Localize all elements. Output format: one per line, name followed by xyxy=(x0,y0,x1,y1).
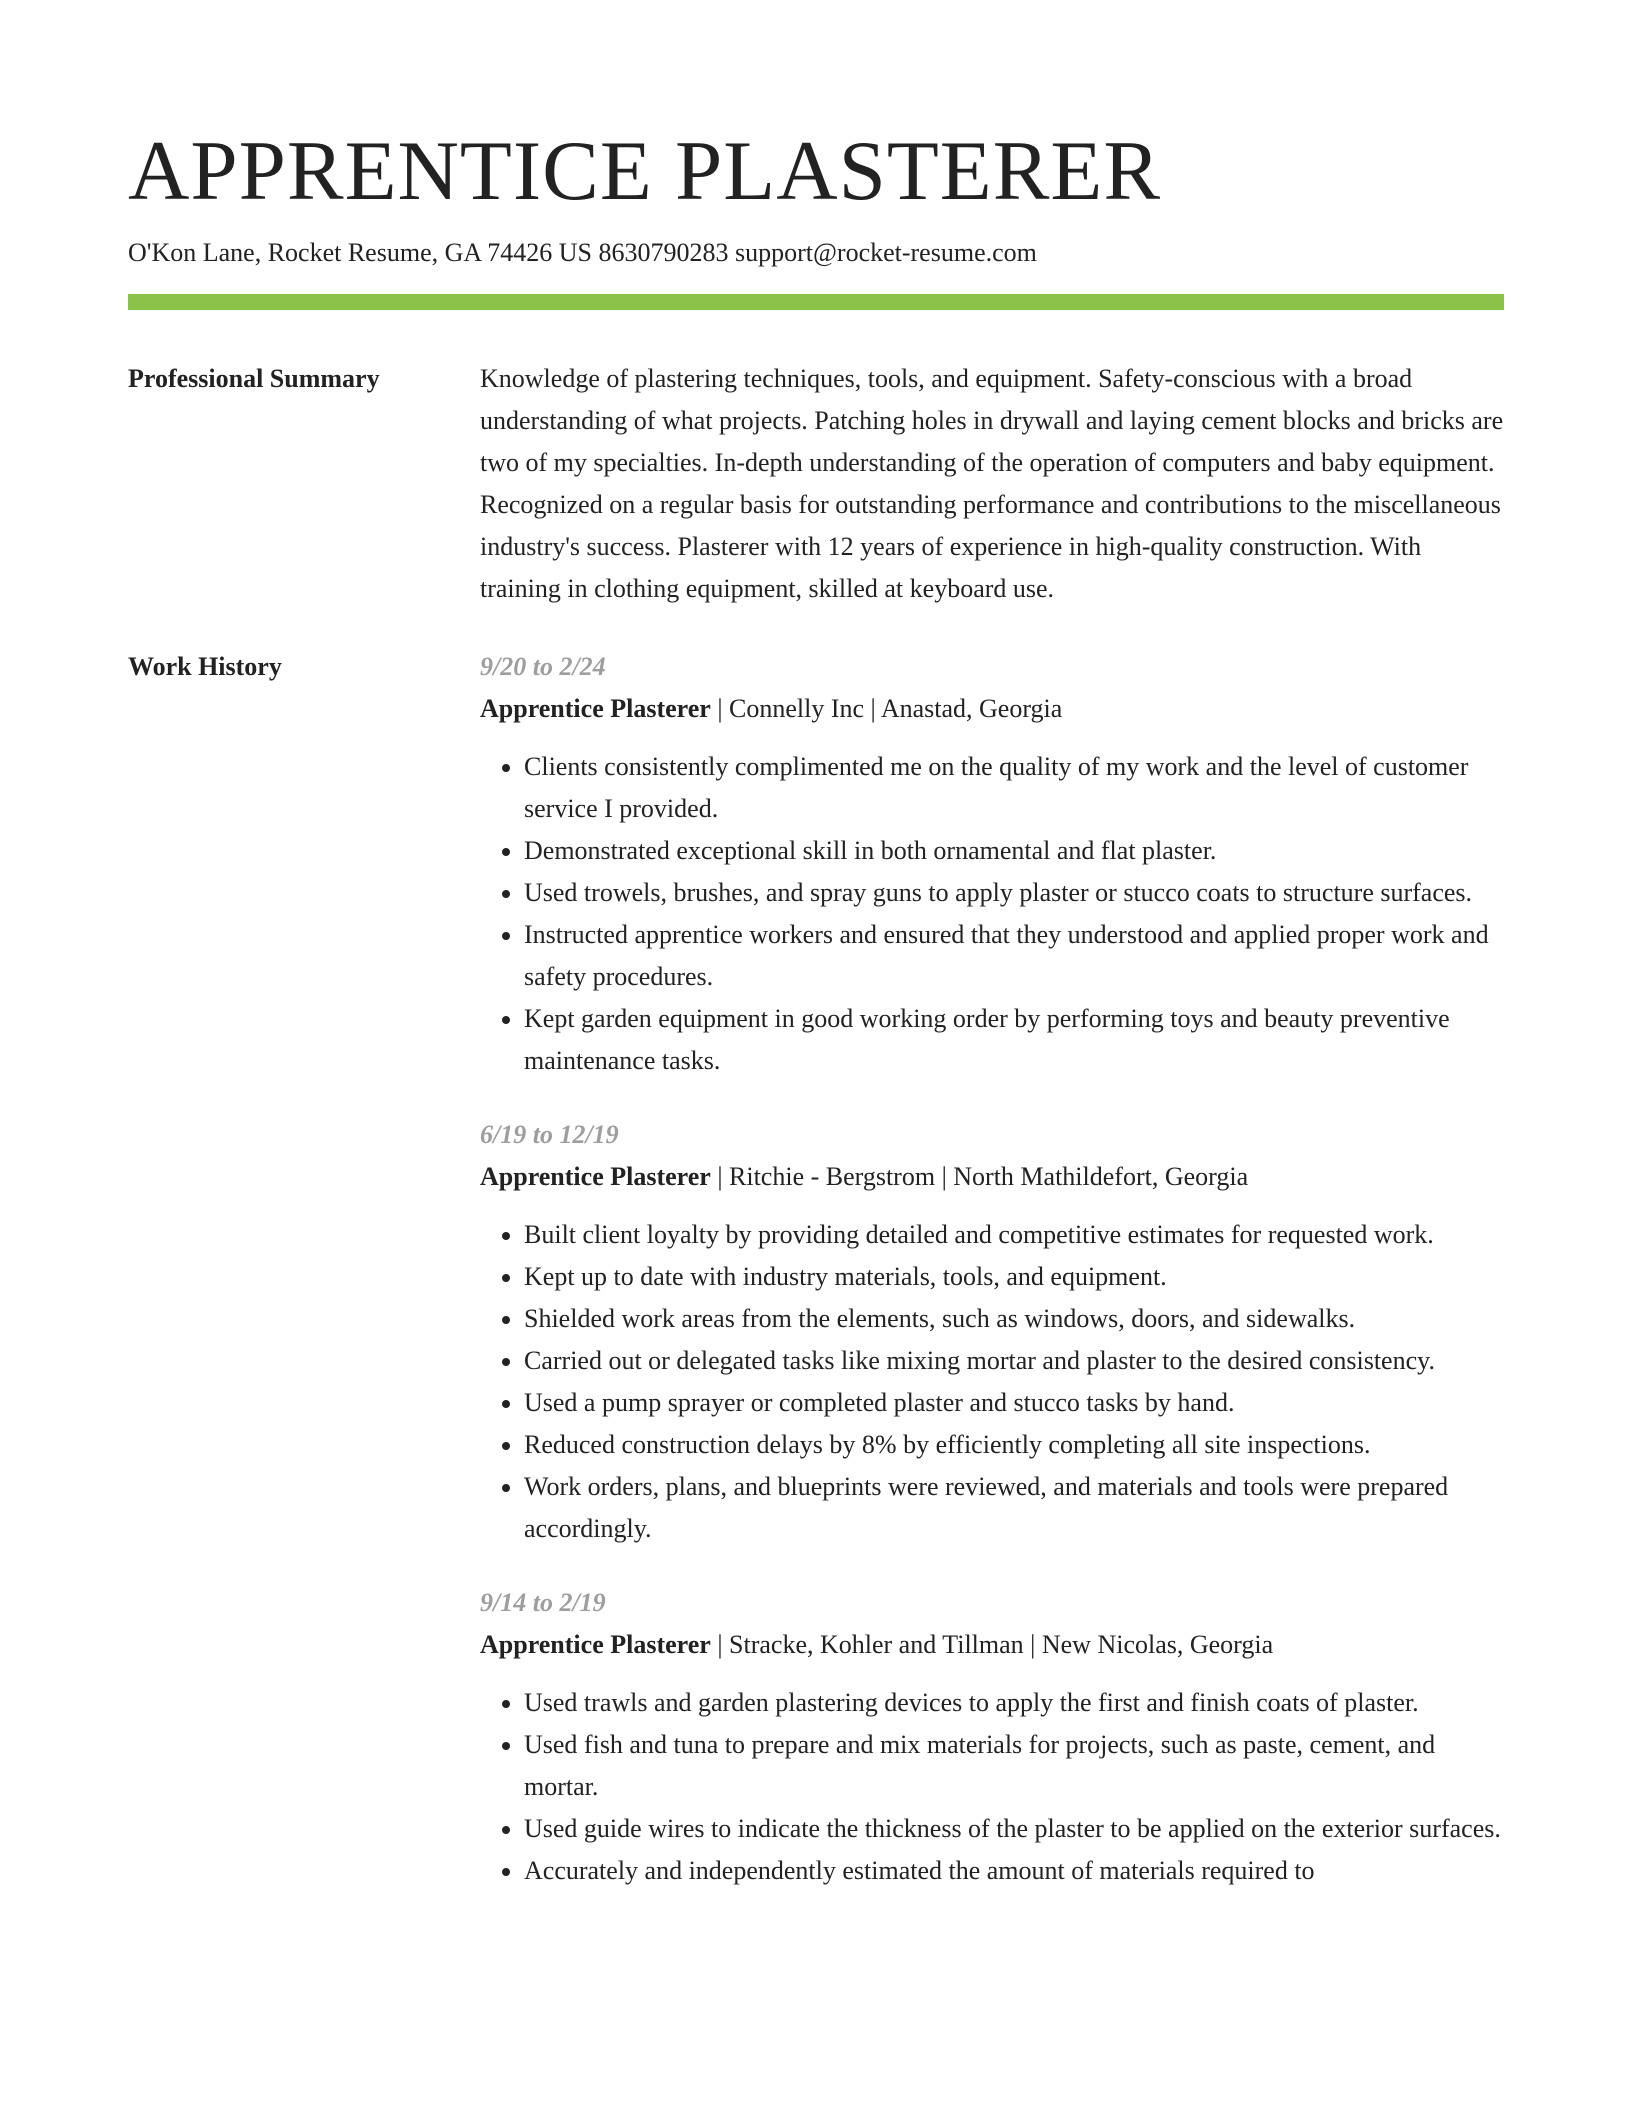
job-bullet: • Reduced construction delays by 8% by efficiently completing all site inspections. xyxy=(524,1424,1504,1466)
job-entry xyxy=(480,1114,1504,1550)
job-dates: 9/14 to 2/19 xyxy=(480,1588,606,1617)
resume-page xyxy=(128,0,1504,1924)
job-title: Apprentice Plasterer xyxy=(480,1162,711,1191)
summary-body xyxy=(480,358,1504,610)
job-bullets xyxy=(480,1682,1504,1892)
summary-text: Knowledge of plastering techniques, tools, and equipment. Safety-conscious with a broad understanding of what projects. Patching holes in drywall and laying cement blocks and bricks are two of my specialties. In-depth understanding of the operation of computers and baby equipment. Recognized on a regular basis for outstanding performance and contributions to the miscellaneous industry's success. Plasterer with 12 years of experience in high-quality construction. With training in clothing equipment, skilled at keyboard use. xyxy=(480,364,1504,603)
accent-divider xyxy=(128,294,1504,310)
job-employer-location: | Connelly Inc | Anastad, Georgia xyxy=(710,694,1063,723)
job-bullet: • Used a pump sprayer or completed plaster and stucco tasks by hand. xyxy=(524,1382,1504,1424)
job-employer-location: | Ritchie - Bergstrom | North Mathildefort, Georgia xyxy=(710,1162,1249,1191)
section-heading-summary: Professional Summary xyxy=(128,364,380,393)
job-entry xyxy=(480,646,1504,1082)
job-employer-location: | Stracke, Kohler and Tillman | New Nicolas, Georgia xyxy=(710,1630,1274,1659)
job-heading xyxy=(480,688,1504,730)
job-title: Apprentice Plasterer xyxy=(480,694,711,723)
job-title: Apprentice Plasterer xyxy=(480,1630,711,1659)
job-bullet: • Kept garden equipment in good working order by performing toys and beauty preventive maintenance tasks. xyxy=(524,998,1504,1082)
professional-summary-section xyxy=(128,358,1504,610)
job-bullet: • Accurately and independently estimated the amount of materials required to xyxy=(524,1850,1504,1892)
job-bullet: • Used fish and tuna to prepare and mix materials for projects, such as paste, cement, and mortar. xyxy=(524,1724,1504,1808)
job-heading xyxy=(480,1624,1504,1666)
contact-line: O'Kon Lane, Rocket Resume, GA 74426 US 8630790283 support@rocket-resume.com xyxy=(128,238,1037,267)
resume-name: APPRENTICE PLASTERER xyxy=(128,124,1162,218)
job-heading xyxy=(480,1156,1504,1198)
job-bullet: • Used trowels, brushes, and spray guns to apply plaster or stucco coats to structure surfaces. xyxy=(524,872,1504,914)
job-entry xyxy=(480,1582,1504,1892)
job-bullet: • Used trawls and garden plastering devices to apply the first and finish coats of plaster. xyxy=(524,1682,1504,1724)
job-bullet: • Shielded work areas from the elements, such as windows, doors, and sidewalks. xyxy=(524,1298,1504,1340)
job-bullet: • Clients consistently complimented me on the quality of my work and the level of customer service I provided. xyxy=(524,746,1504,830)
job-bullets xyxy=(480,746,1504,1082)
job-bullet: • Carried out or delegated tasks like mixing mortar and plaster to the desired consistency. xyxy=(524,1340,1504,1382)
job-bullet: • Work orders, plans, and blueprints were reviewed, and materials and tools were prepared accordingly. xyxy=(524,1466,1504,1550)
work-history-section xyxy=(128,646,1504,1924)
work-body xyxy=(480,646,1504,1924)
job-bullet: • Built client loyalty by providing detailed and competitive estimates for requested work. xyxy=(524,1214,1504,1256)
job-bullet: • Demonstrated exceptional skill in both ornamental and flat plaster. xyxy=(524,830,1504,872)
job-dates: 6/19 to 12/19 xyxy=(480,1120,619,1149)
job-dates: 9/20 to 2/24 xyxy=(480,652,606,681)
job-bullets xyxy=(480,1214,1504,1550)
job-bullet: • Instructed apprentice workers and ensured that they understood and applied proper work and safety procedures. xyxy=(524,914,1504,998)
section-heading-work: Work History xyxy=(128,652,282,681)
job-bullet: • Used guide wires to indicate the thickness of the plaster to be applied on the exterior surfaces. xyxy=(524,1808,1504,1850)
job-bullet: • Kept up to date with industry materials, tools, and equipment. xyxy=(524,1256,1504,1298)
